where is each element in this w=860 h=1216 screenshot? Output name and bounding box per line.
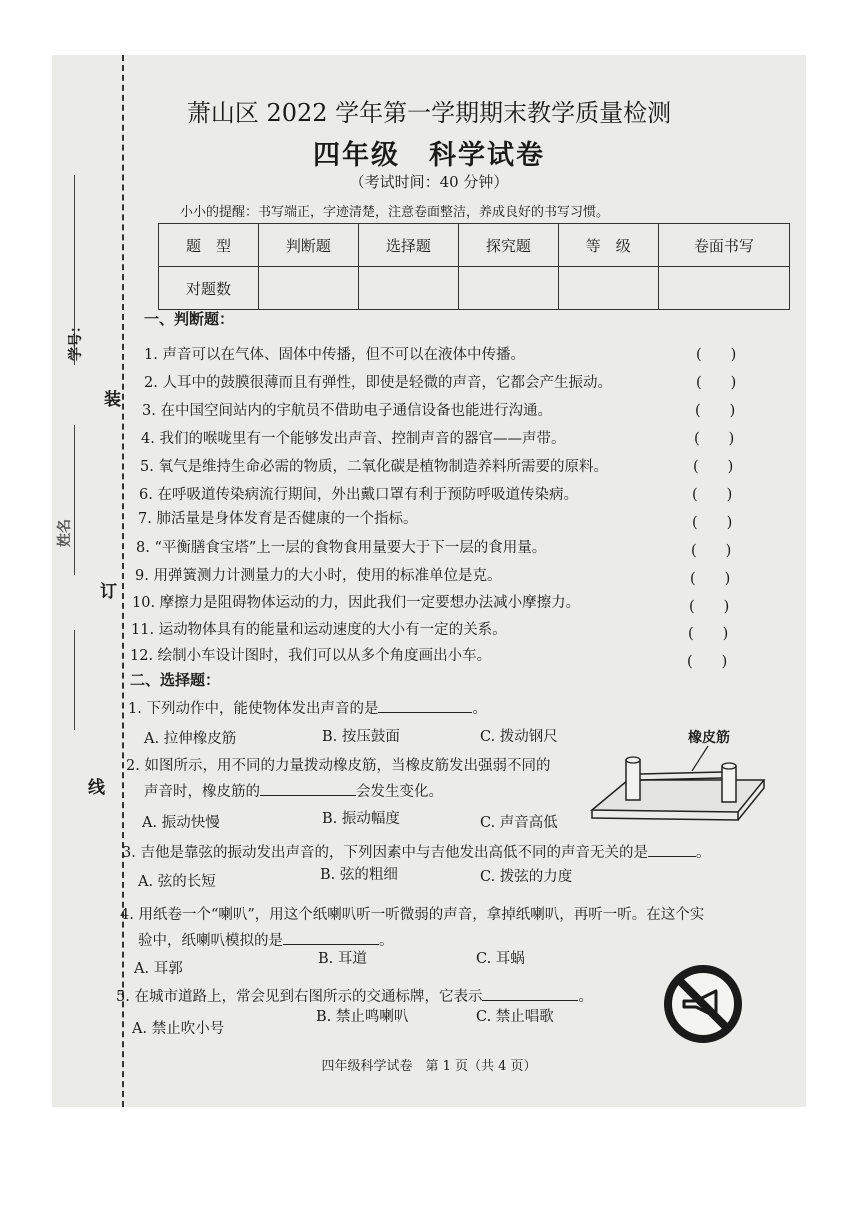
score-table [158, 223, 790, 310]
table-header-cell: 判断题 [258, 224, 358, 267]
question-text: 1. 下列动作中，能使物体发出声音的是 [128, 701, 379, 717]
judgment-item-5: 5. 氧气是维持生命必需的物质，二氧化碳是植物制造养料所需要的原料。 [140, 459, 608, 475]
answer-paren[interactable]: ( ) [690, 571, 731, 587]
binding-ding: 订 [100, 577, 117, 602]
answer-paren[interactable]: ( ) [692, 515, 733, 531]
answer-paren[interactable]: ( ) [691, 543, 732, 559]
question-end: 。 [379, 933, 394, 949]
question-text: 声音时，橡皮筋的 [144, 784, 260, 800]
score-cell[interactable] [658, 267, 789, 310]
binding-dashed-line [122, 55, 124, 1107]
score-table-row [159, 267, 790, 310]
answer-paren[interactable]: ( ) [693, 459, 734, 475]
answer-blank[interactable] [260, 781, 356, 797]
table-header-cell: 题 型 [159, 224, 259, 267]
q2-option-a: A. 振动快慢 [142, 815, 220, 831]
answer-paren[interactable]: ( ) [696, 375, 737, 391]
table-header-cell: 选择题 [358, 224, 458, 267]
judgment-item-2: 2. 人耳中的鼓膜很薄而且有弹性，即使是轻微的声音，它都会产生振动。 [144, 375, 612, 391]
rubber-band-label: 橡皮筋 [688, 730, 730, 746]
q5-option-a: A. 禁止吹小号 [132, 1021, 225, 1037]
question-end: 。 [472, 701, 487, 717]
binding-xian: 线 [88, 773, 105, 798]
answer-blank[interactable] [648, 842, 696, 858]
margin-line-name [74, 425, 77, 575]
question-end: 。 [695, 845, 711, 861]
q3-option-a: A. 弦的长短 [138, 874, 216, 890]
q3-option-b: B. 弦的粗细 [320, 867, 398, 883]
exam-paper [52, 55, 806, 1107]
q1-option-c: C. 拨动钢尺 [480, 729, 558, 745]
no-horn-sign-icon [662, 963, 744, 1045]
choice-q4-line1: 4. 用纸卷一个“喇叭”，用这个纸喇叭听一听微弱的声音，拿掉纸喇叭，再听一听。在这个实 [120, 907, 705, 923]
student-id-label: 学号： [68, 319, 84, 361]
q1-option-b: B. 按压鼓面 [322, 729, 400, 745]
choice-q2-line2 [144, 780, 443, 801]
score-table-header-row [159, 224, 790, 267]
choice-q1 [128, 697, 487, 718]
q4-option-c: C. 耳蜗 [476, 951, 525, 967]
judgment-item-7: 7. 肺活量是身体发育是否健康的一个指标。 [138, 511, 418, 527]
answer-paren[interactable]: ( ) [692, 487, 733, 503]
choice-q2-line1: 2. 如图所示，用不同的力量拨动橡皮筋，当橡皮筋发出强弱不同的 [126, 758, 551, 774]
q2-option-c: C. 声音高低 [480, 815, 558, 831]
q3-option-c: C. 拨弦的力度 [480, 869, 573, 885]
judgment-item-10: 10. 摩擦力是阻碍物体运动的力，因此我们一定要想办法减小摩擦力。 [132, 595, 581, 611]
answer-paren[interactable]: ( ) [689, 599, 730, 615]
q1-option-a: A. 拉伸橡皮筋 [144, 731, 237, 747]
answer-paren[interactable]: ( ) [695, 403, 736, 419]
answer-paren[interactable]: ( ) [694, 431, 735, 447]
exam-time: （考试时间：40 分钟） [349, 173, 509, 191]
answer-blank[interactable] [283, 930, 379, 946]
score-cell[interactable] [358, 267, 458, 310]
table-row-label: 对题数 [159, 267, 259, 310]
answer-paren[interactable]: ( ) [696, 347, 737, 363]
judgment-item-9: 9. 用弹簧测力计测量力的大小时，使用的标准单位是克。 [135, 568, 502, 584]
binding-zhuang: 装 [104, 385, 121, 410]
judgment-item-4: 4. 我们的喉咙里有一个能够发出声音、控制声音的器官——声带。 [141, 431, 566, 447]
section1-heading: 一、判断题： [144, 310, 235, 328]
question-end: 。 [578, 989, 593, 1005]
choice-q3 [122, 841, 710, 862]
q4-option-b: B. 耳道 [318, 951, 367, 967]
table-header-cell: 卷面书写 [658, 224, 789, 267]
question-end: 会发生变化。 [356, 784, 443, 800]
table-header-cell: 探究题 [458, 224, 558, 267]
question-text: 5. 在城市道路上，常会见到右图所示的交通标牌，它表示 [116, 989, 483, 1005]
judgment-item-6: 6. 在呼吸道传染病流行期间，外出戴口罩有利于预防呼吸道传染病。 [139, 487, 578, 503]
writing-tip: 小小的提醒：书写端正，字迹清楚，注意卷面整洁，养成良好的书写习惯。 [180, 205, 610, 220]
margin-line-class [74, 630, 77, 730]
score-cell[interactable] [258, 267, 358, 310]
choice-q5 [116, 985, 593, 1006]
judgment-item-11: 11. 运动物体具有的能量和运动速度的大小有一定的关系。 [131, 622, 507, 638]
rubber-band-figure [588, 740, 770, 830]
section2-heading: 二、选择题： [130, 671, 221, 689]
answer-blank[interactable] [378, 698, 472, 714]
answer-paren[interactable]: ( ) [687, 654, 728, 670]
answer-paren[interactable]: ( ) [688, 626, 729, 642]
page-footer: 四年级科学试卷 第 1 页（共 4 页） [321, 1059, 537, 1074]
judgment-item-8: 8. “平衡膳食宝塔”上一层的食物食用量要大于下一层的食用量。 [136, 540, 547, 556]
question-text: 3. 吉他是靠弦的振动发出声音的，下列因素中与吉他发出高低不同的声音无关的是 [122, 845, 648, 861]
judgment-item-1: 1. 声音可以在气体、固体中传播，但不可以在液体中传播。 [144, 347, 525, 363]
judgment-item-12: 12. 绘制小车设计图时，我们可以从多个角度画出小车。 [130, 648, 492, 664]
score-cell[interactable] [558, 267, 658, 310]
q4-option-a: A. 耳郭 [134, 961, 183, 977]
exam-title: 萧山区 2022 学年第一学期期末教学质量检测 [186, 99, 672, 127]
exam-subtitle: 四年级 科学试卷 [313, 140, 545, 171]
judgment-item-3: 3. 在中国空间站内的宇航员不借助电子通信设备也能进行沟通。 [142, 403, 552, 419]
answer-blank[interactable] [482, 986, 578, 1002]
question-text: 验中，纸喇叭模拟的是 [138, 933, 283, 949]
score-cell[interactable] [458, 267, 558, 310]
q5-option-b: B. 禁止鸣喇叭 [316, 1009, 409, 1025]
name-label: 姓名 [57, 519, 73, 547]
q2-option-b: B. 振动幅度 [322, 811, 400, 827]
table-header-cell: 等 级 [558, 224, 658, 267]
q5-option-c: C. 禁止唱歌 [476, 1009, 554, 1025]
